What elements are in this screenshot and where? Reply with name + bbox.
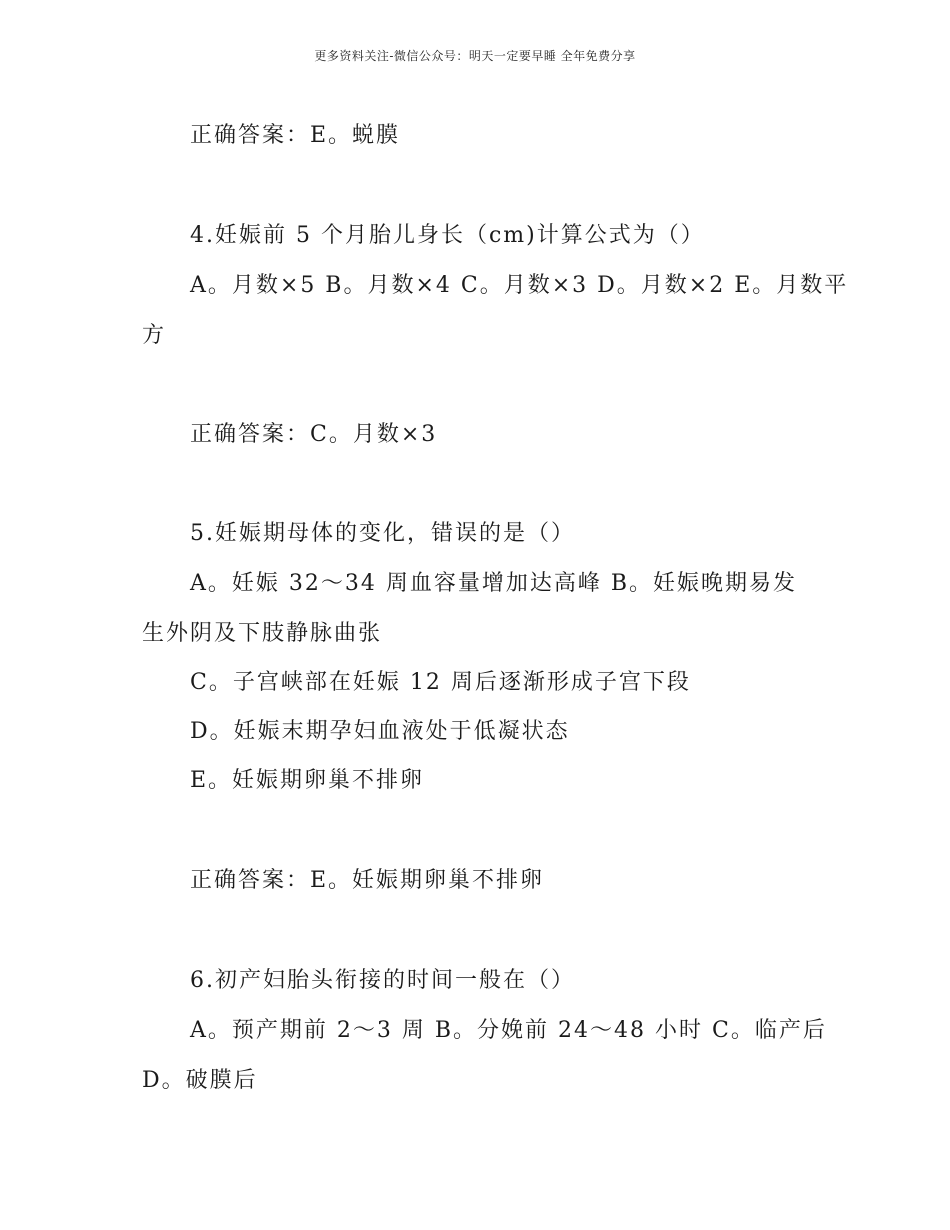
question-6: 6.初产妇胎头衔接的时间一般在（）: [190, 968, 575, 993]
question-4-options: A。月数×5 B。月数×4 C。月数×3 D。月数×2 E。月数平: [190, 273, 849, 298]
question-5-options-cont: 生外阴及下肢静脉曲张: [142, 621, 383, 646]
question-5: 5.妊娠期母体的变化，错误的是（）: [190, 521, 575, 546]
question-5-option-e: E。妊娠期卵巢不排卵: [190, 768, 425, 793]
question-4: 4.妊娠前 5 个月胎儿身长（cm)计算公式为（）: [190, 223, 705, 248]
question-5-options: A。妊娠 32～34 周血容量增加达高峰 B。妊娠晚期易发: [190, 571, 798, 596]
answer-line: 正确答案：E。蜕膜: [190, 123, 401, 148]
answer-line: 正确答案：C。月数×3: [190, 422, 438, 447]
question-5-option-c: C。子宫峡部在妊娠 12 周后逐渐形成子宫下段: [190, 670, 691, 695]
question-5-option-d: D。妊娠末期孕妇血液处于低凝状态: [190, 719, 570, 744]
question-4-options-cont: 方: [142, 323, 167, 348]
question-6-options: A。预产期前 2～3 周 B。分娩前 24～48 小时 C。临产后: [190, 1018, 827, 1043]
page-header: 更多资料关注-微信公众号：明天一定要早睡 全年免费分享: [314, 49, 636, 63]
answer-line: 正确答案：E。妊娠期卵巢不排卵: [190, 868, 545, 893]
question-6-options-cont: D。破膜后: [142, 1068, 258, 1093]
